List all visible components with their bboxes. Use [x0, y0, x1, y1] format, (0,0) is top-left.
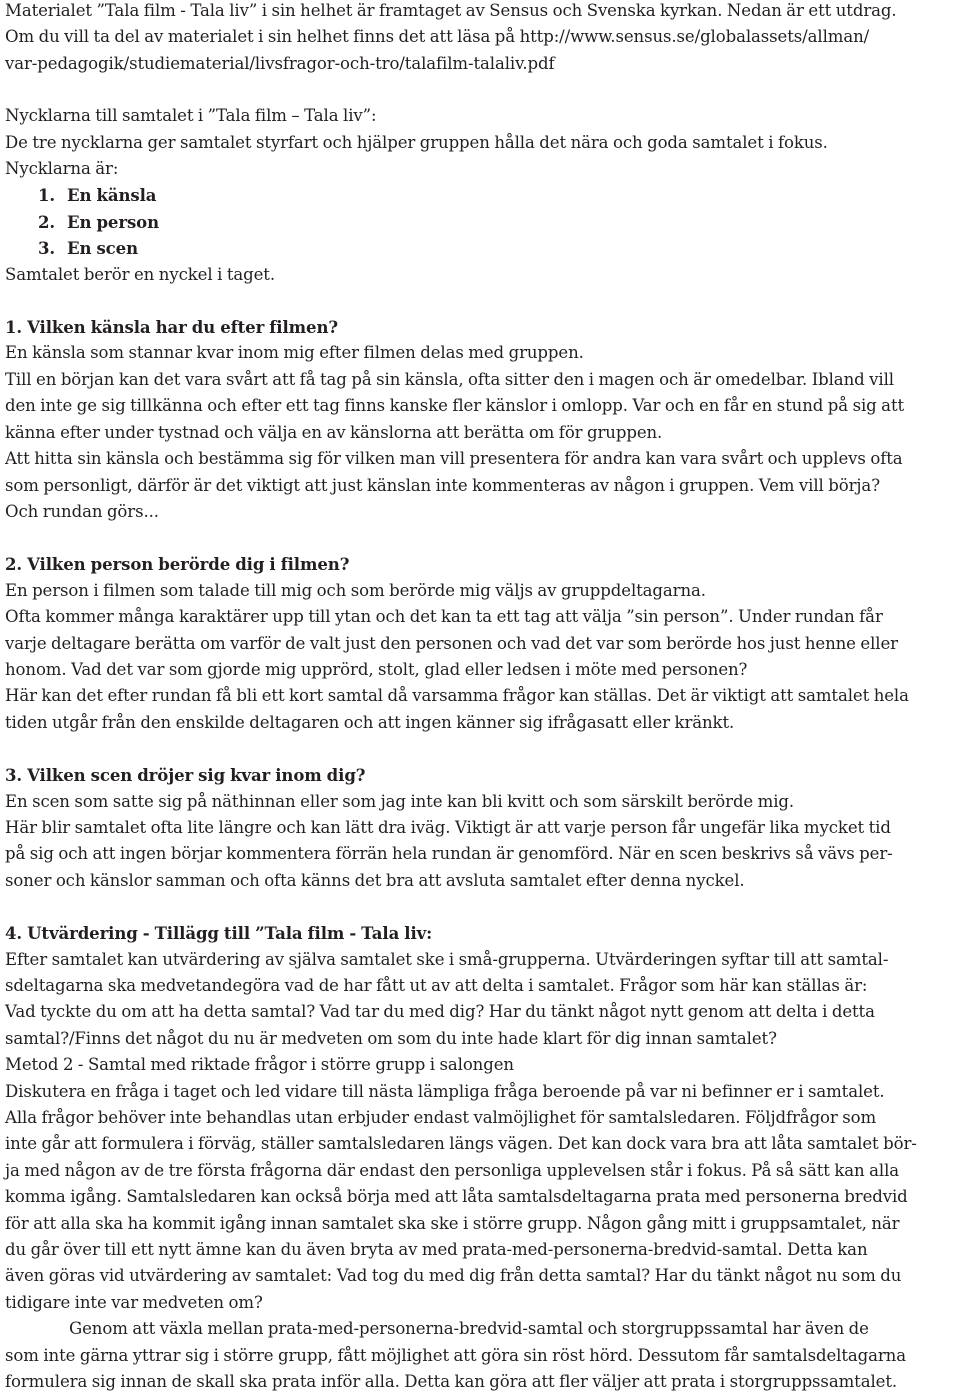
key-label: En känsla — [67, 185, 157, 206]
keys-note: Samtalet berör en nyckel i taget. — [5, 264, 275, 284]
key-list-item — [5, 235, 960, 261]
spacer — [5, 894, 960, 920]
spacer — [5, 77, 960, 103]
document-body — [5, 0, 960, 1396]
section-heading: 2. Vilken person berörde dig i filmen? — [5, 554, 350, 575]
paragraph-line: Diskutera en fråga i taget och led vidare till nästa lämpliga fråga beroende på var ni befinner er i samtalet. — [5, 1081, 885, 1101]
paragraph-line: samtal?/Finns det något du nu är medveten om som du inte hade klart för dig innan samtalet? — [5, 1028, 777, 1048]
paragraph-line: Att hitta sin känsla och bestämma sig för vilken man vill presentera för andra kan vara svårt och upplevs ofta — [5, 449, 903, 469]
paragraph-line: soner och känslor samman och ofta känns det bra att avsluta samtalet efter denna nyckel. — [5, 870, 745, 890]
paragraph-line: som personligt, därför är det viktigt att just känslan inte kommenteras av någon i gruppen. Vem vill börja? — [5, 475, 880, 495]
key-number: 1. — [38, 185, 56, 206]
paragraph-line: tiden utgår från den enskilde deltagaren och att ingen känner sig ifrågasatt eller kränkt. — [5, 712, 735, 732]
paragraph-line: honom. Vad det var som gjorde mig upprörd, stolt, glad eller ledsen i möte med personen? — [5, 659, 748, 679]
section-heading: 3. Vilken scen dröjer sig kvar inom dig? — [5, 765, 366, 786]
paragraph-line: ja med någon av de tre första frågorna där endast den personliga upplevelsen står i fokus. På så sätt kan alla — [5, 1160, 900, 1180]
paragraph-line: En person i filmen som talade till mig och som berörde mig väljs av gruppdeltagarna. — [5, 580, 706, 600]
key-label: En scen — [67, 238, 138, 259]
paragraph-line: Metod 2 - Samtal med riktade frågor i större grupp i salongen — [5, 1055, 514, 1075]
key-label: En person — [67, 211, 160, 232]
paragraph-line: Till en början kan det vara svårt att få tag på sin känsla, ofta sitter den i magen och är omedelbar. Ibland vill — [5, 369, 894, 389]
paragraph-line: Här kan det efter rundan få bli ett kort samtal då varsamma frågor kan ställas. Det är viktigt att samtalet hela — [5, 686, 909, 706]
paragraph-line: känna efter under tystnad och välja en av känslorna att berätta om för gruppen. — [5, 422, 663, 442]
intro-line: Om du vill ta del av materialet i sin helhet finns det att läsa på http://www.sensus.se/globalassets/allman/ — [5, 27, 870, 47]
paragraph-line: inte går att formulera i förväg, ställer samtalsledaren längs vägen. Det kan dock vara bra att låta samtalet bör- — [5, 1134, 917, 1154]
key-list-item — [5, 182, 960, 208]
indented-paragraph-line: Genom att växla mellan prata-med-personerna-bredvid-samtal och storgruppssamtal har även de — [69, 1319, 869, 1339]
key-list-item — [5, 209, 960, 235]
section-heading: 4. Utvärdering - Tillägg till ”Tala film - Tala liv: — [5, 923, 433, 944]
paragraph-line: En scen som satte sig på näthinnan eller som jag inte kan bli kvitt och som särskilt berörde mig. — [5, 791, 795, 811]
spacer — [5, 288, 960, 314]
key-number: 2. — [38, 211, 56, 232]
spacer — [5, 525, 960, 551]
paragraph-line: En känsla som stannar kvar inom mig efter filmen delas med gruppen. — [5, 343, 584, 363]
key-number: 3. — [38, 238, 56, 259]
paragraph-line: Ofta kommer många karaktärer upp till ytan och det kan ta ett tag att välja ”sin person”. Under rundan får — [5, 607, 883, 627]
paragraph-line: Vad tyckte du om att ha detta samtal? Vad tar du med dig? Har du tänkt något nytt genom att delta i detta — [5, 1002, 875, 1022]
paragraph-line: för att alla ska ha kommit igång innan samtalet ska ske i större grupp. Någon gång mitt i gruppsamtalet, när — [5, 1213, 900, 1233]
paragraph-line: komma igång. Samtalsledaren kan också börja med att låta samtalsdeltagarna prata med personerna bredvid — [5, 1187, 908, 1207]
spacer — [5, 736, 960, 762]
paragraph-line: som inte gärna yttrar sig i större grupp, fått möjlighet att göra sin röst hörd. Dessutom får samtalsdeltagarna — [5, 1345, 906, 1365]
intro-line: var-pedagogik/studiematerial/livsfragor-och-tro/talafilm-talaliv.pdf — [5, 53, 555, 73]
intro-line: Materialet ”Tala film - Tala liv” i sin helhet är framtaget av Sensus och Svenska kyrkan. Nedan är ett utdrag. — [5, 1, 897, 20]
paragraph-line: sdeltagarna ska medvetandegöra vad de har fått ut av att delta i samtalet. Frågor som här kan ställas är: — [5, 976, 868, 995]
paragraph-line: på sig och att ingen börjar kommentera förrän hela rundan är genomförd. När en scen beskrivs så vävs per- — [5, 844, 893, 864]
keys-title: Nycklarna till samtalet i ”Tala film – Tala liv”: — [5, 106, 377, 126]
paragraph-line: Efter samtalet kan utvärdering av själva samtalet ske i små-grupperna. Utvärderingen syftar till att samtal- — [5, 949, 889, 969]
paragraph-line: Och rundan görs... — [5, 501, 159, 521]
paragraph-line: formulera sig innan de skall ska prata inför alla. Detta kan göra att fler väljer att prata i storgruppssamtalet. — [5, 1372, 898, 1392]
paragraph-line: även göras vid utvärdering av samtalet: Vad tog du med dig från detta samtal? Har du tänkt något nu som du — [5, 1266, 902, 1286]
paragraph-line: du går över till ett nytt ämne kan du även bryta av med prata-med-personerna-bredvid-samtal. Detta kan — [5, 1240, 868, 1260]
keys-are-label: Nycklarna är: — [5, 159, 119, 179]
paragraph-line: Här blir samtalet ofta lite längre och kan lätt dra iväg. Viktigt är att varje person får ungefär lika mycket tid — [5, 817, 891, 837]
paragraph-line: Alla frågor behöver inte behandlas utan erbjuder endast valmöjlighet för samtalsledaren. Följdfrågor som — [5, 1108, 877, 1128]
paragraph-line: den inte ge sig tillkänna och efter ett tag finns kanske fler känslor i omlopp. Var och en får en stund på sig att — [5, 396, 905, 416]
section-heading: 1. Vilken känsla har du efter filmen? — [5, 317, 338, 338]
paragraph-line: tidigare inte var medveten om? — [5, 1292, 263, 1312]
keys-description: De tre nycklarna ger samtalet styrfart och hjälper gruppen hålla det nära och goda samtalet i fokus. — [5, 132, 828, 152]
paragraph-line: varje deltagare berätta om varför de valt just den personen och vad det var som berörde hos just henne eller — [5, 633, 898, 653]
